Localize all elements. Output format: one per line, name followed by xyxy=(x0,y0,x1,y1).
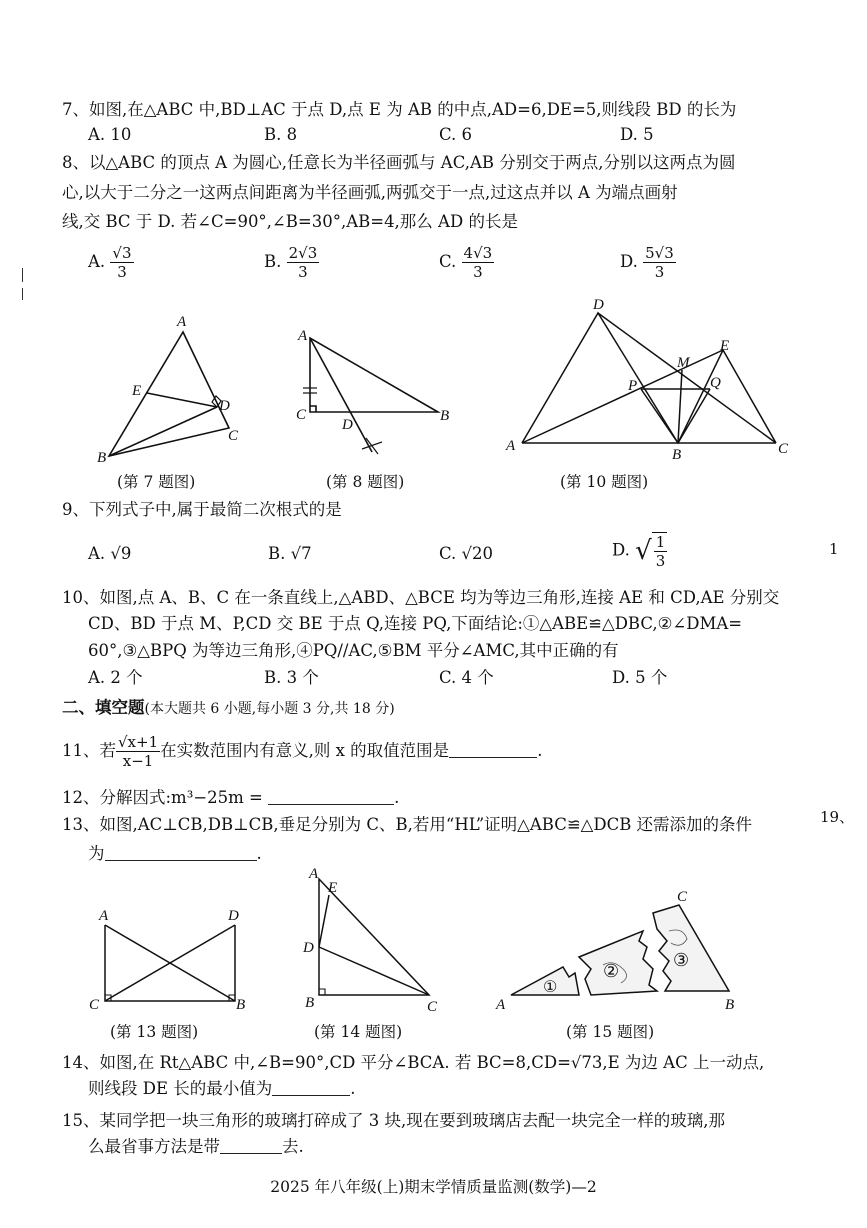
q11-end: . xyxy=(537,741,543,760)
q15-answer-blank[interactable] xyxy=(220,1137,282,1154)
q7-option-d: D. 5 xyxy=(620,125,654,144)
fig14-label-a: A xyxy=(309,866,319,882)
q10-option-c: C. 4 个 xyxy=(439,668,494,687)
fig15-label-a: A xyxy=(496,997,506,1013)
q9-option-d-fraction xyxy=(652,532,668,570)
fig15-piece-3: ③ xyxy=(673,950,690,970)
figure-15 xyxy=(493,885,753,1015)
q12-end: . xyxy=(394,788,400,807)
caption-fig14: (第 14 题图) xyxy=(314,1023,403,1041)
fig10-label-d: D xyxy=(593,297,604,313)
q9-option-d-den: 3 xyxy=(655,552,666,570)
fig7-label-e: E xyxy=(132,383,142,399)
q11-suffix: 在实数范围内有意义,则 x 的取值范围是 xyxy=(160,741,450,760)
q10-stem-line1: 10、如图,点 A、B、C 在一条直线上,△ABD、△BCE 均为等边三角形,连接 AE 和 CD,AE 分别交 xyxy=(62,588,780,607)
fig10-label-e: E xyxy=(720,338,730,354)
q8-option-a-num: √3 xyxy=(112,244,132,262)
q14-prefix: 则线段 DE 长的最小值为 xyxy=(88,1079,273,1098)
q11-num: √x+1 xyxy=(118,733,159,751)
fig10-label-a: A xyxy=(506,438,516,454)
q8-option-c-den: 3 xyxy=(473,263,483,281)
q12-text: 12、分解因式:m³−25m = xyxy=(62,788,263,807)
fig15-piece-2: ② xyxy=(603,961,620,981)
fig10-label-q: Q xyxy=(710,375,721,391)
fig13-label-d: D xyxy=(228,908,239,924)
q8-option-d-fraction xyxy=(643,244,676,281)
section-2-heading xyxy=(62,697,395,720)
fig10-label-c: C xyxy=(778,441,789,457)
q15-stem-line2 xyxy=(88,1136,304,1158)
caption-fig15: (第 15 题图) xyxy=(566,1023,655,1041)
q8-option-b xyxy=(264,244,319,281)
q15-end: 去. xyxy=(282,1137,304,1156)
side-mark-19: 19、 xyxy=(820,808,855,826)
q8-option-a-fraction xyxy=(110,244,133,281)
q8-option-d-label: D. xyxy=(620,252,638,271)
q7-option-b: B. 8 xyxy=(264,125,298,144)
q8-option-d-num: 5√3 xyxy=(645,244,674,262)
q15-prefix: 么最省事方法是带 xyxy=(88,1137,220,1156)
q13-stem-line2 xyxy=(88,843,262,865)
q8-option-c-label: C. xyxy=(439,252,457,271)
q8-option-d-den: 3 xyxy=(654,263,665,281)
section-2-note: (本大题共 6 小题,每小题 3 分,共 18 分) xyxy=(144,701,395,717)
fig14-label-e: E xyxy=(328,880,338,896)
q8-stem-line2: 心,以大于二分之一这两点间距离为半径画弧,两弧交于一点,过这点并以 A 为端点画射 xyxy=(62,183,678,202)
q8-option-c xyxy=(439,244,494,281)
q8-option-b-den: 3 xyxy=(298,263,308,281)
q13-stem-line1: 13、如图,AC⊥CB,DB⊥CB,垂足分别为 C、B,若用“HL”证明△ABC≌△DCB 还需添加的条件 xyxy=(62,815,753,834)
q7-option-c: C. 6 xyxy=(439,125,473,144)
q10-stem-line2: CD、BD 于点 M、P,CD 交 BE 于点 Q,连接 PQ,下面结论:①△ABE≌△DBC,②∠DMA= xyxy=(88,614,743,633)
q8-option-b-fraction xyxy=(287,244,320,281)
fig14-label-c: C xyxy=(427,999,438,1015)
q9-option-c: C. √20 xyxy=(439,544,494,563)
fig7-label-d: D xyxy=(219,398,230,414)
figure-7 xyxy=(95,310,245,468)
q9-option-b: B. √7 xyxy=(268,544,312,563)
q9-stem: 9、下列式子中,属于最简二次根式的是 xyxy=(62,500,342,519)
q8-option-c-fraction xyxy=(462,244,495,281)
q11 xyxy=(62,733,542,770)
caption-fig13: (第 13 题图) xyxy=(110,1023,199,1041)
q9-option-d-radical: √ xyxy=(635,536,652,566)
q7-stem: 7、如图,在△ABC 中,BD⊥AC 于点 D,点 E 为 AB 的中点,AD=6,DE=5,则线段 BD 的长为 xyxy=(62,100,737,119)
fig10-label-p: P xyxy=(628,378,638,394)
fig8-label-d: D xyxy=(342,417,353,433)
q14-stem-line2 xyxy=(88,1078,356,1100)
q11-answer-blank[interactable] xyxy=(449,741,537,758)
caption-fig7: (第 7 题图) xyxy=(117,473,196,491)
fig14-label-b: B xyxy=(305,995,315,1011)
q8-option-d xyxy=(620,244,676,281)
q13-end: . xyxy=(256,844,262,863)
page-footer: 2025 年八年级(上)期末学情质量监测(数学)—2 xyxy=(270,1178,597,1196)
q10-option-b: B. 3 个 xyxy=(264,668,319,687)
q13-prefix: 为 xyxy=(88,844,105,863)
caption-fig10: (第 10 题图) xyxy=(560,473,649,491)
fig8-label-c: C xyxy=(296,407,307,423)
q10-option-d: D. 5 个 xyxy=(612,668,668,687)
q7-option-a: A. 10 xyxy=(88,125,132,144)
fig13-label-b: B xyxy=(236,997,246,1013)
q8-option-b-num: 2√3 xyxy=(288,244,318,262)
fig7-label-c: C xyxy=(228,428,239,444)
q13-answer-blank[interactable] xyxy=(105,844,257,861)
q14-stem-line1: 14、如图,在 Rt△ABC 中,∠B=90°,CD 平分∠BCA. 若 BC=8,CD=√73,E 为边 AC 上一动点, xyxy=(62,1053,765,1072)
q8-option-b-label: B. xyxy=(264,252,282,271)
fig8-label-a: A xyxy=(298,328,308,344)
q9-option-d xyxy=(612,532,667,570)
q9-option-d-label: D. xyxy=(612,540,630,560)
fig10-label-m: M xyxy=(677,355,690,371)
fig7-label-a: A xyxy=(177,314,187,330)
fig7-label-b: B xyxy=(97,450,107,466)
figure-8 xyxy=(290,322,460,462)
q14-end: . xyxy=(350,1079,356,1098)
figure-14 xyxy=(295,865,445,1015)
q11-fraction xyxy=(116,733,160,770)
q12-answer-blank[interactable] xyxy=(268,788,394,805)
margin-tick-1 xyxy=(22,268,23,282)
fig10-label-b: B xyxy=(672,447,682,463)
fig13-label-c: C xyxy=(89,997,100,1013)
caption-fig8: (第 8 题图) xyxy=(326,473,405,491)
q8-option-a-label: A. xyxy=(88,252,106,271)
fig15-label-c: C xyxy=(677,889,688,905)
q8-option-a xyxy=(88,244,134,281)
q12 xyxy=(62,787,399,809)
q8-option-c-num: 4√3 xyxy=(463,244,493,262)
q8-stem-line1: 8、以△ABC 的顶点 A 为圆心,任意长为半径画弧与 AC,AB 分别交于两点,分别以这两点为圆 xyxy=(62,153,736,172)
q11-den: x−1 xyxy=(122,752,154,770)
figure-13 xyxy=(85,905,255,1015)
margin-tick-2 xyxy=(22,288,23,300)
q8-stem-line3: 线,交 BC 于 D. 若∠C=90°,∠B=30°,AB=4,那么 AD 的长是 xyxy=(62,212,518,231)
q10-stem-line3: 60°,③△BPQ 为等边三角形,④PQ//AC,⑤BM 平分∠AMC,其中正确的有 xyxy=(88,641,619,660)
side-mark-1: 1 xyxy=(829,540,839,558)
q15-stem-line1: 15、某同学把一块三角形的玻璃打碎成了 3 块,现在要到玻璃店去配一块完全一样的玻璃,那 xyxy=(62,1111,725,1130)
q9-option-d-num: 1 xyxy=(655,533,666,551)
q10-option-a: A. 2 个 xyxy=(88,668,143,687)
q14-answer-blank[interactable] xyxy=(272,1079,350,1096)
fig15-piece-1: ① xyxy=(543,979,558,996)
fig13-label-a: A xyxy=(99,908,109,924)
fig14-label-d: D xyxy=(303,940,314,956)
q11-prefix: 11、若 xyxy=(62,741,116,760)
q8-option-a-den: 3 xyxy=(117,263,127,281)
fig8-label-b: B xyxy=(440,408,450,424)
fig15-label-b: B xyxy=(725,997,735,1013)
q9-option-a: A. √9 xyxy=(88,544,132,563)
section-2-title: 二、填空题 xyxy=(62,698,145,717)
figure-10 xyxy=(500,295,800,465)
